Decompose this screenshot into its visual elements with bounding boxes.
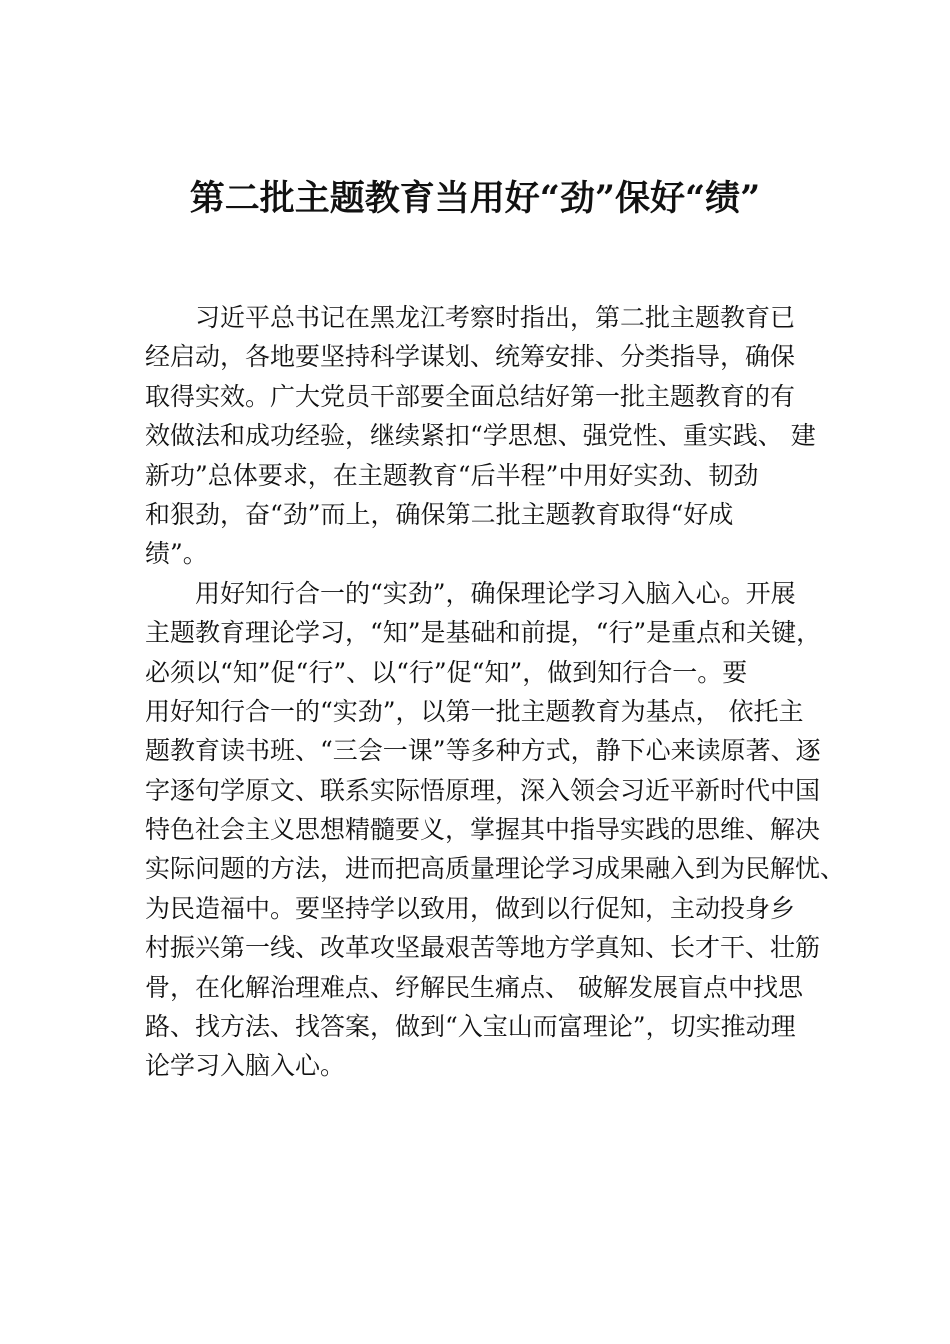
paragraph-1 [145,298,845,574]
paragraph-2 [145,574,845,1086]
text-line: 用好知行合一的“实劲”，以第一批主题教育为基点， 依托主 [145,696,804,726]
text-line: 必须以“知”促“行”、以“行”促“知”，做到知行合一。要 [145,657,748,687]
text-line: 经启动，各地要坚持科学谋划、统筹安排、分类指导，确保 [145,342,796,372]
text-line: 和狠劲，奋“劲”而上，确保第二批主题教育取得“好成 [145,499,734,529]
text-line: 取得实效。广大党员干部要全面总结好第一批主题教育的有 [145,381,796,411]
text-line: 特色社会主义思想精髓要义，掌握其中指导实践的思维、解决 [145,815,821,845]
text-line: 习近平总书记在黑龙江考察时指出，第二批主题教育已 [195,303,796,332]
document-title: 第二批主题教育当用好“劲”保好“绩” [189,178,761,219]
text-line: 绩”。 [145,539,208,569]
text-line: 实际问题的方法，进而把高质量理论学习成果融入到为民解忧、 [145,854,846,884]
document-body [145,298,845,1086]
text-line: 效做法和成功经验，继续紧扣“学思想、强党性、重实践、 建 [145,421,816,451]
text-line: 题教育读书班、“三会一课”等多种方式，静下心来读原著、逐 [145,736,821,766]
text-line: 字逐句学原文、联系实际悟原理，深入领会习近平新时代中国 [145,775,821,805]
text-line: 论学习入脑入心。 [145,1051,346,1081]
text-line: 村振兴第一线、改革攻坚最艰苦等地方学真知、长才干、壮筋 [145,933,821,963]
text-line: 为民造福中。要坚持学以致用，做到以行促知，主动投身乡 [145,893,796,923]
text-line: 用好知行合一的“实劲”，确保理论学习入脑入心。开展 [195,578,796,608]
text-line: 骨，在化解治理难点、纾解民生痛点、 破解发展盲点中找思 [145,972,803,1002]
text-line: 主题教育理论学习，“知”是基础和前提，“行”是重点和关键， [145,618,822,648]
text-line: 路、找方法、找答案，做到“入宝山而富理论”，切实推动理 [145,1012,796,1042]
text-line: 新功”总体要求，在主题教育“后半程”中用好实劲、韧劲 [145,460,759,490]
